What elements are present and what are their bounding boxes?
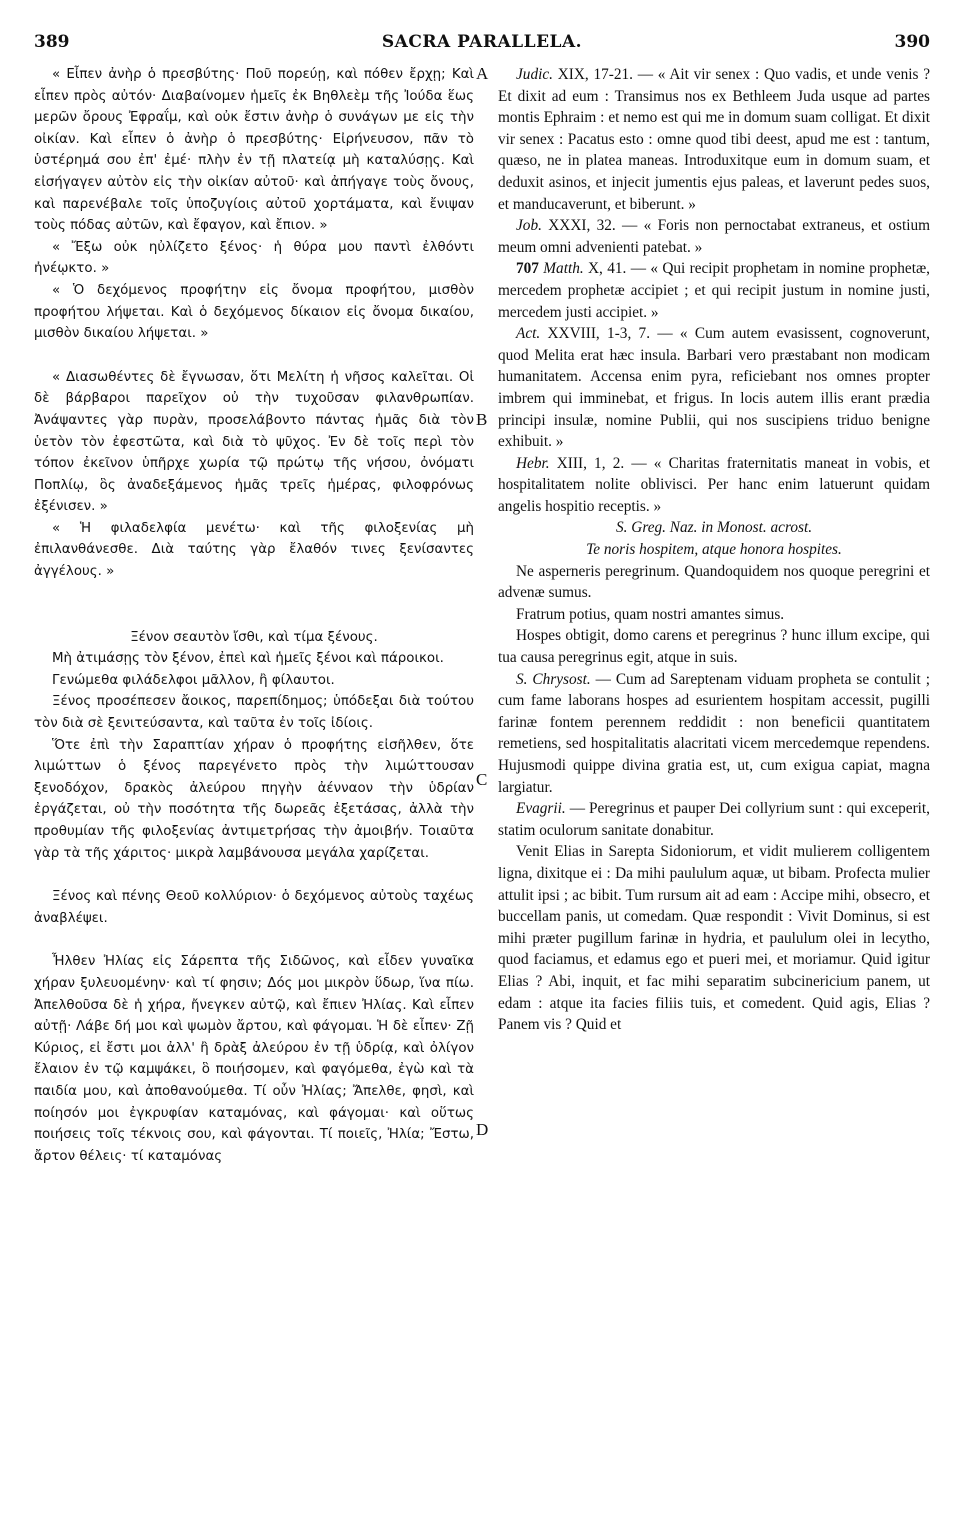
greek-matthew: « Ὁ δεχόμενος προφήτην εἰς ὄνομα προφήτου, μισθὸν προφήτου λήψεται. Καὶ ὁ δεχόμενος δίκαιον εἰς ὄνομα δικαίου, μισθὸν δικαίου λήψεται. »	[34, 282, 474, 342]
latin-acts	[498, 323, 930, 453]
citation: X, 41. —	[583, 260, 651, 278]
latin-line-4: Hospes obtigit, domo carens et peregrinus ? hunc illum excipe, qui tua causa peregrinus egit, atque in suis.	[498, 627, 930, 667]
latin-chrysostom	[498, 669, 930, 799]
section-marker-b: B	[476, 410, 488, 429]
latin-evagrius	[498, 798, 930, 841]
latin-judges	[498, 64, 930, 215]
latin-elias: Venit Elias in Sarepta Sidoniorum, et vidit mulierem colligentem ligna, dixitque ei : Da mihi paululum aquæ, ut bibam. Profecta mulier attulit ipsi ; ac bibit. Tum rursum ait ad eam : Accipe mihi, obsecro, et buccellam panis, ut comedam. Quæ respondit : Vivit Dominus, si est mihi præter pugillum farinæ in hydria, et paululum olei in lecytho, quod faciamus, et edamus ego et pueri mei, et moriamur. Quid igitur Elias ? Abi, inquit, et fac mihi separatim subcinericium panem, ut edam : atque ita facies filiis tuis, et comedent. Quid agis, Elias ? Panem vis ? Quid et	[498, 843, 930, 1034]
greek-job: « Ἔξω οὐκ ηὐλίζετο ξένος· ἡ θύρα μου παντὶ ἐλθόντι ἠνέῳκτο. »	[34, 239, 474, 277]
latin-line-3: Fratrum potius, quam nostri amantes simus.	[516, 605, 785, 623]
page-header	[34, 32, 930, 56]
reference: Matth.	[543, 260, 584, 278]
section-marker-a: A	[476, 64, 489, 83]
greek-line-2: Μὴ ἀτιμάσῃς τὸν ξένον, ἐπεὶ καὶ ἡμεῖς ξένοι καὶ πάροικοι.	[52, 651, 444, 667]
reference: Judic.	[516, 66, 553, 83]
latin-text: « Charitas fraternitatis maneat in vobis, et hospitalitatem nolite oblivisci. Per hanc enim latuerunt quidam angelis hospitio receptis. »	[498, 454, 930, 515]
page-number-left: 389	[34, 32, 70, 52]
greek-elias: Ἦλθεν Ἠλίας εἰς Σάρεπτα τῆς Σιδῶνος, καὶ εἶδεν γυναῖκα χήραν ξυλευομένην· καὶ τί φησιν; Δός μοι μικρὸν ὕδωρ, ἵνα πίω. Ἀπελθοῦσα δὲ ἡ χήρα, ἤνεγκεν αὐτῷ, καὶ ἔπιεν Ἠλίας. Καὶ εἶπεν αὐτῇ· Λάβε δή μοι καὶ ψωμὸν ἄρτου, καὶ φάγομαι. Ἡ δὲ εἶπεν· Ζῇ Κύριος, εἰ ἔστι μοι ἀλλ' ἢ δρὰξ ἀλεύρου ἐν τῇ ὑδρίᾳ, καὶ ὀλίγον ἔλαιον ἐν τῷ καμψάκει, ὃ ποιήσομεν, καὶ φαγόμεθα, ἐγὼ καὶ τὰ παιδία μου, καὶ ἀποθανούμεθα. Τί οὖν Ἠλίας; Ἄπελθε, φησὶ, καὶ ποίησόν μοι ἐγκρυφίαν καταμόνας, καὶ φάγομαι· καὶ οὕτως ποιήσεις τοῖς τέκνοις σου, καὶ φάγονται. Τί ποιεῖς, Ἠλία; Ἔστω, ἄρτον θέλεις· τί καταμόνας	[34, 954, 474, 1164]
latin-text: « Ait vir senex : Quo vadis, et unde venis ? Et dixit ad eum : Transimus nos ex Bethleem Juda usque ad partes montis Ephraim : et nemo est qui me in domum suam colligat. Et dixit vir senex : Pacatus esto : omne quod tibi deest, apud me est : tantum, quæso, ne in platea maneas. Introduxitque eum in domum suam, et deduxit asinos, et injecit jumentis ejus paleas, et laverunt pedes suos, et manducaverunt, et biberunt. »	[498, 66, 930, 213]
running-title: SACRA PARALLELA.	[381, 32, 583, 52]
greek-line-4: Ξένος προσέπεσεν ἄοικος, παρεπίδημος; ὑπόδεξαι διὰ τούτου τὸν διὰ σὲ ξενιτεύσαντα, καὶ ταῦτα ἐν τοῖς ἰδίοις.	[34, 694, 474, 732]
latin-text: — Peregrinus et pauper Dei collyrium sunt : qui exceperit, statim oculorum sanitate donabitur.	[498, 800, 930, 839]
section-marker-c: C	[476, 770, 488, 789]
column-number: 707	[516, 260, 544, 278]
reference: Evagrii.	[516, 800, 566, 818]
latin-nazianzen-line: Te noris hospitem, atque honora hospites.	[586, 541, 842, 559]
citation: XIX, 17-21. —	[552, 66, 658, 83]
greek-chrysostom: Ὅτε ἐπὶ τὴν Σαραπτίαν χήραν ὁ προφήτης εἰσῆλθεν, ὅτε λιμώττων ὁ ξένος παρεγένετο πρὸς τὴν λιμώττουσαν ξενοδόχον, δρακὸς ἀλεύρου πηγὴν ἀένναον τὴν ὑδρίαν ἐργάζεται, οὐ τὴν ποσότητα τῆς δωρεᾶς ἐξετάσας, ἀλλὰ τὴν προθυμίαν τῆς φιλοξενίας ἀντιμετρήσας τὴν ἀμοιβήν. Τοιαῦτα γὰρ τὰ τῆς χάριτος· μικρὰ λαμβάνουσα μεγάλα χαρίζεται.	[34, 737, 474, 861]
reference: Hebr.	[516, 454, 550, 472]
greek-acts: « Διασωθέντες δὲ ἔγνωσαν, ὅτι Μελίτη ἡ νῆσος καλεῖται. Οἱ δὲ βάρβαροι παρεῖχον οὐ τὴν τυχοῦσαν φιλανθρωπίαν. Ἀνάψαντες γὰρ πυρὰν, προσελάβοντο πάντας ἡμᾶς διὰ τὸν ὑετὸν τὸν ἐφεστῶτα, καὶ διὰ τὸ ψῦχος. Ἐν δὲ τοῖς περὶ τὸν τόπον ἐκεῖνον ὑπῆρχε χωρία τῷ πρώτῳ τῆς νήσου, ὀνόματι Ποπλίῳ, ὃς ἀναδεξάμενος ἡμᾶς τρεῖς ἡμέρας, φιλοφρόνως ἐξένισεν. »	[34, 369, 474, 515]
greek-hebrews: « Ἡ φιλαδελφία μενέτω· καὶ τῆς φιλοξενίας μὴ ἐπιλανθάνεσθε. Διὰ ταύτης γὰρ ἔλαθόν τινες ξενίσαντες ἀγγέλους. »	[34, 520, 474, 580]
greek-evagrius: Ξένος καὶ πένης Θεοῦ κολλύριον· ὁ δεχόμενος αὐτοὺς ταχέως ἀναβλέψει.	[34, 889, 474, 926]
page-number-right: 390	[894, 32, 930, 52]
reference: S. Chrysost.	[516, 670, 591, 688]
citation: XXVIII, 1-3, 7. —	[540, 325, 680, 343]
latin-matthew	[498, 258, 930, 323]
latin-hebrews	[498, 453, 930, 518]
latin-nazianzen-heading: S. Greg. Naz. in Monost. acrost.	[615, 519, 813, 537]
citation: XXXI, 32. —	[541, 217, 644, 235]
greek-nazianzen-line: Ξένον σεαυτὸν ἴσθι, καὶ τίμα ξένους.	[130, 629, 378, 645]
greek-judges: « Εἶπεν ἀνὴρ ὁ πρεσβύτης· Ποῦ πορεύῃ, καὶ πόθεν ἔρχῃ; Καὶ εἶπεν πρὸς αὐτόν· Διαβαίνομεν ἡμεῖς ἐκ Βηθλεὲμ τῆς Ἰούδα ἕως μερῶν ὄρους Ἐφραΐμ, καὶ οὐκ ἔστιν ἀνὴρ ὁ συνάγων με εἰς τὴν οἰκίαν. Καὶ εἶπεν ὁ ἀνὴρ ὁ πρεσβύτης· Εἰρήνευσον, πᾶν τὸ ὑστέρημά σου ἐπ' ἐμέ· πλὴν ἐν τῇ πλατείᾳ μὴ καταλύσῃς. Καὶ εἰσήγαγεν αὐτὸν εἰς τὴν οἰκίαν αὐτοῦ· καὶ ἀπήγαγε τοὺς ὄνους, καὶ παρενέβαλε τοῖς ὑποζυγίοις αὐτοῦ χορτάματα, καὶ ἔνιψαν τοὺς πόδας αὐτῶν, καὶ ἔφαγον, καὶ ἔπιον. »	[34, 67, 474, 234]
latin-line-2: Ne asperneris peregrinum. Quandoquidem nos quoque peregrini et advenæ sumus.	[498, 562, 930, 602]
greek-column	[34, 64, 474, 1167]
latin-text: « Qui recipit prophetam in nomine prophetæ, mercedem prophetæ accipiet ; et qui recipit justum in nomine justi, mercedem justi accipiet. »	[498, 260, 930, 321]
section-marker-d: D	[476, 1120, 489, 1139]
reference: Act.	[516, 325, 541, 343]
citation: XIII, 1, 2. —	[549, 454, 654, 472]
latin-text: — Cum ad Sareptenam viduam propheta se contulit ; cum fame laborans hospes ad esurientem hospitam accessit, pugilli farinæ fontem perennem reddidit : non beneficii quantitatem remetiens, sed hospitalitatis alacritati vicem mercedemque rependens. Hujusmodi quippe divina gratia est, ut, cum exigua capiat, magna largiatur.	[498, 670, 931, 796]
latin-column	[498, 64, 930, 1036]
latin-job	[498, 215, 930, 258]
latin-text: « Foris non pernoctabat extraneus, et ostium meum omni advenienti patebat. »	[498, 217, 930, 256]
greek-line-3: Γενώμεθα φιλάδελφοι μᾶλλον, ἢ φίλαυτοι.	[52, 672, 335, 688]
reference: Job.	[516, 217, 542, 235]
latin-text: « Cum autem evasissent, cognoverunt, quod Melita erat hæc insula. Barbari vero præstabant non modicam humanitatem. Accensa enim pyra, reficiebant nos omnes propter imbrem qui imminebat, et frigus. In locis autem illis erant prædia principi insulæ, nomine Publii, qui nos suscipiens triduo benigne exhibuit. »	[498, 325, 930, 451]
